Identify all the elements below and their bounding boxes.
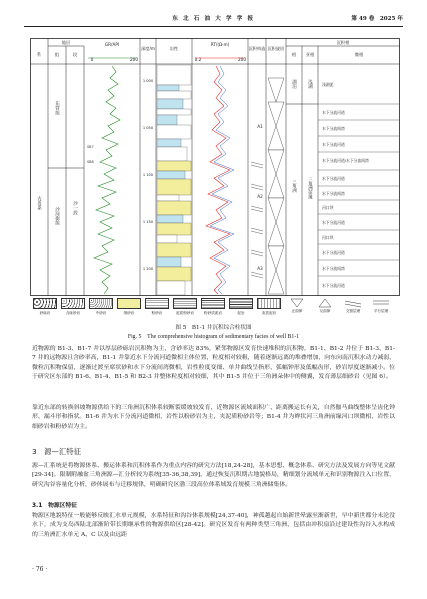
micro-7: 河口坝: [322, 205, 334, 210]
hdr-gr: GR/API: [104, 42, 120, 47]
hdr-section: 段: [72, 52, 78, 57]
hdr-structure: 沉积构造: [248, 46, 266, 51]
legend-item: 交错层理: [340, 298, 366, 314]
micro-6: 水下分流间湾: [322, 191, 345, 196]
legend-positive-rhythm-icon: [286, 298, 308, 308]
res-scale-min: 0.2: [194, 57, 202, 62]
legend-item: 正韵律: [284, 298, 310, 314]
depth-1150: 1 150: [142, 220, 154, 224]
legend-swatch: [173, 298, 197, 309]
hdr-lithology: 岩性: [169, 46, 179, 51]
micro-1: 水下分流河道: [322, 110, 345, 115]
body-paragraph-3: 源—汇系统是将物源体系、搬运体系和沉积体系作为重点内容的研究方法[18,24-28]，基本思想、概念体系、研究方法及发展方向等见文献[29-34]。限制附融盆三角洲源—汇分析较为系统[35-36,38,39]，通过恢复沉积期古地貌格局，精细划分流域单元和识别物源注入口位置，研究沟谷容量化分析，砂体展布与迁移规律，明确研究区渤三段高位体系域发育规模三角洲储集体。: [32, 463, 395, 488]
strat-system: 古近系: [36, 196, 42, 210]
hdr-formation: 地层: [61, 40, 71, 45]
facies-lake: 湖泊: [291, 79, 297, 89]
section-heading: 3 源—汇特征: [32, 447, 82, 456]
hdr-facies-xiang: 相: [291, 52, 297, 57]
hdr-system: 系: [36, 52, 42, 57]
legend-swatch: [145, 298, 169, 309]
micro-facies-list: [318, 82, 400, 288]
micro-10: 水下分流河道: [322, 250, 345, 255]
depth-1200: 1 200: [142, 267, 154, 271]
depth-1000: 1 000: [142, 79, 154, 83]
legend-swatch-gravel: [33, 298, 57, 309]
lithology-column: [157, 65, 191, 295]
unit-a2: A2: [257, 194, 263, 199]
column-lines: [48, 38, 400, 296]
legend-item: 粉砂岩: [144, 298, 170, 316]
volume-info: 第 49 卷 2025 年: [351, 16, 403, 22]
micro-12: 水下分流河道: [322, 283, 345, 288]
hdr-cycle: 沉积旋回: [267, 46, 285, 51]
legend-item: 泥质粉砂岩: [172, 298, 198, 316]
legend-swatch: [89, 298, 113, 309]
micro-4: 水下分流河道/水下分流间湾: [322, 158, 369, 163]
micro-3: 水下分流河道: [322, 142, 345, 147]
gr-curve: [94, 66, 120, 294]
legend-item: 细砂岩: [116, 298, 142, 316]
legend-item: 灰质泥岩: [256, 298, 282, 316]
body-paragraph-1: 近物源的 B1-3、B1-7 井以厚层砂砾岩沉积物为主，含砂率达 83%，紧邻物源区发育快速堆积的沉积物，B1-1、B1-2 井位于 B1-3、B1-7 井的远物源且含砂率高，B1-1 井靠近水下分流河道微相主体位置，粒度相对较粗，随着逐渐远离的堆叠增加，向东向南沉积水动力减弱，微粒沉积物保留，逐渐过渡至席状砂和水下分流间湾微相，岩性粒度变细、单井曲线呈指形、弧幅钟形及低幅齿形，砂岩厚度逐渐减小。位于研究区东部的 B1-6、B1-4、B1-5 和 B2-3 井整体粒度相对较细，其中 B1-5 井位于三角洲朵体中的侧翼，发育薄层细砂岩（见图 6）。: [32, 346, 395, 380]
depth-1050: 1 050: [142, 126, 154, 130]
legend-swatch: [257, 298, 281, 309]
figure-caption-en: Fig. 5 The comprehensive histogram of sedimentary facies of well B1-1: [127, 334, 300, 340]
micro-2: 水下分流间湾: [322, 126, 345, 131]
figure-caption-cn: 图 5 B1-1 井沉积综合柱状图: [175, 325, 252, 331]
gr-scale-max: 200: [130, 57, 138, 62]
subfacies-front: 三角洲前缘: [307, 177, 313, 199]
hdr-group: 组: [54, 52, 60, 57]
legend-swatch: [61, 298, 85, 309]
well-label-1: SB7: [87, 145, 94, 149]
legend-swatch: [201, 298, 225, 309]
legend-item: 泥岩: [228, 298, 254, 316]
legend-item: 含砾砂岩: [60, 298, 86, 316]
figure-legend: [30, 298, 400, 320]
legend-cross-bedding-icon: [342, 298, 364, 308]
unit-a1: A1: [257, 124, 263, 129]
strat-section-lower: 沙一段: [72, 201, 78, 215]
figure-frame: [31, 39, 400, 296]
legend-item: 粉砂质泥岩: [200, 298, 226, 316]
hdr-facies-weixiang: 微相: [354, 52, 364, 57]
subfacies-lake: 浅湖: [307, 79, 313, 89]
running-header: [24, 14, 403, 27]
legend-item: 平行层理: [368, 298, 394, 314]
gr-scale-min: 0: [90, 57, 94, 62]
journal-title: 东 北 石 油 大 学 学 报: [172, 16, 255, 22]
subsection-heading: 3.1 物源区特征: [32, 503, 78, 509]
facies-delta: 三角洲: [291, 179, 297, 193]
depth-1100: 1 100: [142, 173, 154, 177]
legend-item: 反韵律: [312, 298, 338, 314]
hdr-facies: 沉积相: [336, 40, 350, 45]
micro-9: 河口坝: [322, 235, 334, 240]
hdr-depth: 深度/m: [141, 46, 155, 51]
cycle-triangles: [268, 78, 284, 294]
page-number: · 76 ·: [32, 566, 48, 573]
legend-swatch: [229, 298, 253, 309]
legend-item: 中砂岩: [88, 298, 114, 316]
legend-negative-rhythm-icon: [314, 298, 336, 308]
body-paragraph-2: 靠近东部的转换斜坡物源供给下的三角洲沉积体系较断裂缓坡较发育，近物源区流域面积广、距离搬运长有关，自然伽马曲线整体呈齿化钟形、漏斗形和指状。B1-6 井为水下分流河道微相，岩性以粉砂岩为主，夹泥质粉砂岩等；B1-4 井为辫状河三角洲前缘河口坝微相，岩性以细砂岩和粉砂岩为主。: [32, 405, 395, 430]
micro-5: 水下分流河道: [322, 176, 345, 181]
res-scale-max: 200: [238, 57, 246, 62]
hdr-res: RT/(Ω·m): [210, 42, 230, 47]
body-paragraph-4: 物源区地貌特征一般能够反映汇水单元规模，水系特征和沟谷体系规模[24,37-40]，神孤越起自始新世晕露至渐新世，早中新世都分未沦没水下，成为支岛西陆北部渐阶带长期继承性的物源供给区[28-42]。研究区发育有两种类型三角洲，包括由冲积扇沿过建设性沟谷入水构成的三角洲汇水单元 A、C 以及由远距: [32, 513, 395, 538]
figure-5-histogram: [30, 38, 400, 296]
structure-symbols: [251, 162, 263, 278]
micro-11: 水下分流间湾: [322, 266, 345, 271]
well-label-2: SB8: [87, 160, 94, 164]
unit-a3: A3: [257, 266, 263, 271]
strat-group-lower: 沙河街组: [54, 206, 60, 226]
legend-parallel-bedding-icon: [370, 298, 392, 308]
strat-group-upper: 东营组: [54, 101, 60, 115]
legend-swatch: [117, 298, 141, 309]
micro-0: 浅湖泥: [322, 82, 334, 87]
histogram-svg: [30, 38, 400, 296]
hdr-facies-yaxiang: 亚相: [305, 52, 315, 57]
micro-8: 水下分流河道: [322, 220, 345, 225]
legend-item: 砂砾岩: [32, 298, 58, 316]
